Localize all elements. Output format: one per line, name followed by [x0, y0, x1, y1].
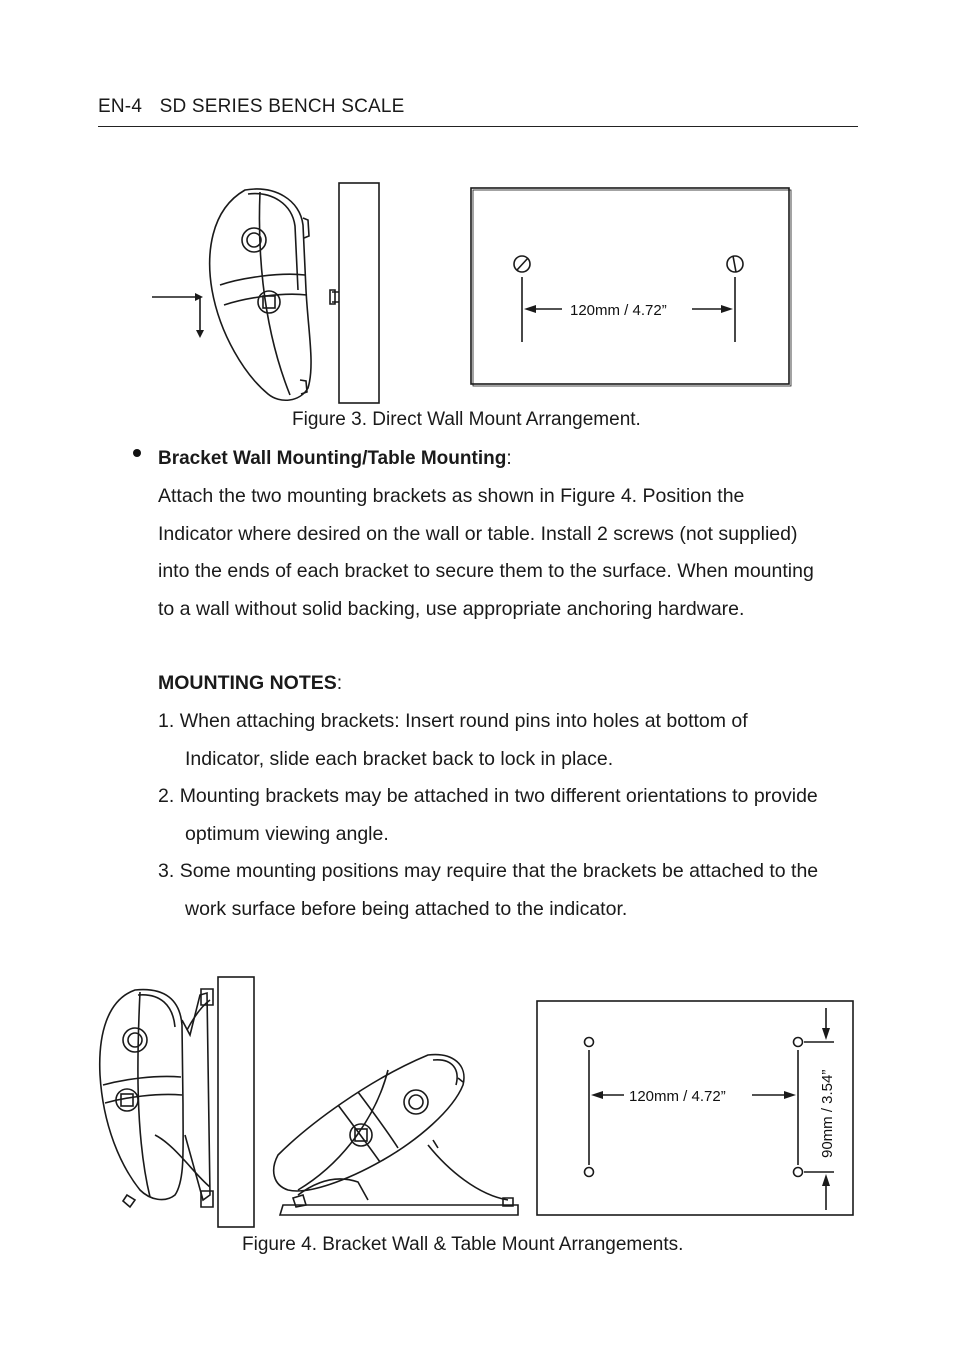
note-number: 1. — [158, 710, 175, 732]
note-number: 2. — [158, 785, 175, 807]
bullet-icon — [133, 449, 141, 457]
page-number: EN-4 — [98, 96, 143, 117]
body-line: into the ends of each bracket to secure them to the surface. When mounting — [158, 560, 814, 582]
body-line: Indicator where desired on the wall or table. Install 2 screws (not supplied) — [158, 522, 798, 545]
bracket-section-heading — [158, 440, 512, 478]
mounting-notes-title-suffix: : — [336, 672, 343, 694]
figure4-table-bracket-view — [268, 1050, 528, 1220]
bracket-section-body — [158, 478, 858, 628]
mounting-notes-title: MOUNTING NOTES — [158, 672, 337, 694]
note-line: Some mounting positions may require that the brackets be attached to the — [179, 860, 819, 882]
body-line: Attach the two mounting brackets as shown in Figure 4. Position the — [158, 485, 745, 507]
figure4-caption: Figure 4. Bracket Wall & Table Mount Arrangements. — [242, 1234, 684, 1255]
figure3-indicator-side-view — [140, 180, 390, 405]
header-title: SD SERIES BENCH SCALE — [159, 96, 405, 117]
page-header — [98, 96, 858, 127]
note-item — [158, 853, 858, 928]
figure4-wall-bracket-view — [95, 975, 260, 1230]
bracket-section-title: Bracket Wall Mounting/Table Mounting — [158, 448, 507, 469]
figure4-vertical-label: 90mm / 3.54” — [819, 1069, 836, 1158]
figure4-horizontal-label: 120mm / 4.72” — [629, 1088, 726, 1105]
body-line: to a wall without solid backing, use appropriate anchoring hardware. — [158, 597, 745, 620]
mounting-notes-heading — [158, 665, 342, 703]
note-item — [158, 703, 858, 778]
figure3-dimension-label: 120mm / 4.72” — [570, 302, 667, 319]
note-item — [158, 778, 858, 853]
figure4-hole-template — [536, 1000, 856, 1218]
bracket-section-title-suffix: : — [506, 448, 512, 469]
note-line: work surface before being attached to the indicator. — [185, 897, 628, 920]
note-line: Indicator, slide each bracket back to lock in place. — [185, 747, 614, 770]
note-line: Mounting brackets may be attached in two different orientations to provide — [179, 785, 818, 807]
note-line: optimum viewing angle. — [185, 822, 389, 845]
figure3-caption: Figure 3. Direct Wall Mount Arrangement. — [292, 409, 641, 430]
note-line: When attaching brackets: Insert round pins into holes at bottom of — [179, 710, 748, 732]
mounting-notes-list — [158, 703, 858, 928]
note-number: 3. — [158, 860, 175, 882]
figure3-hole-template — [470, 187, 792, 387]
